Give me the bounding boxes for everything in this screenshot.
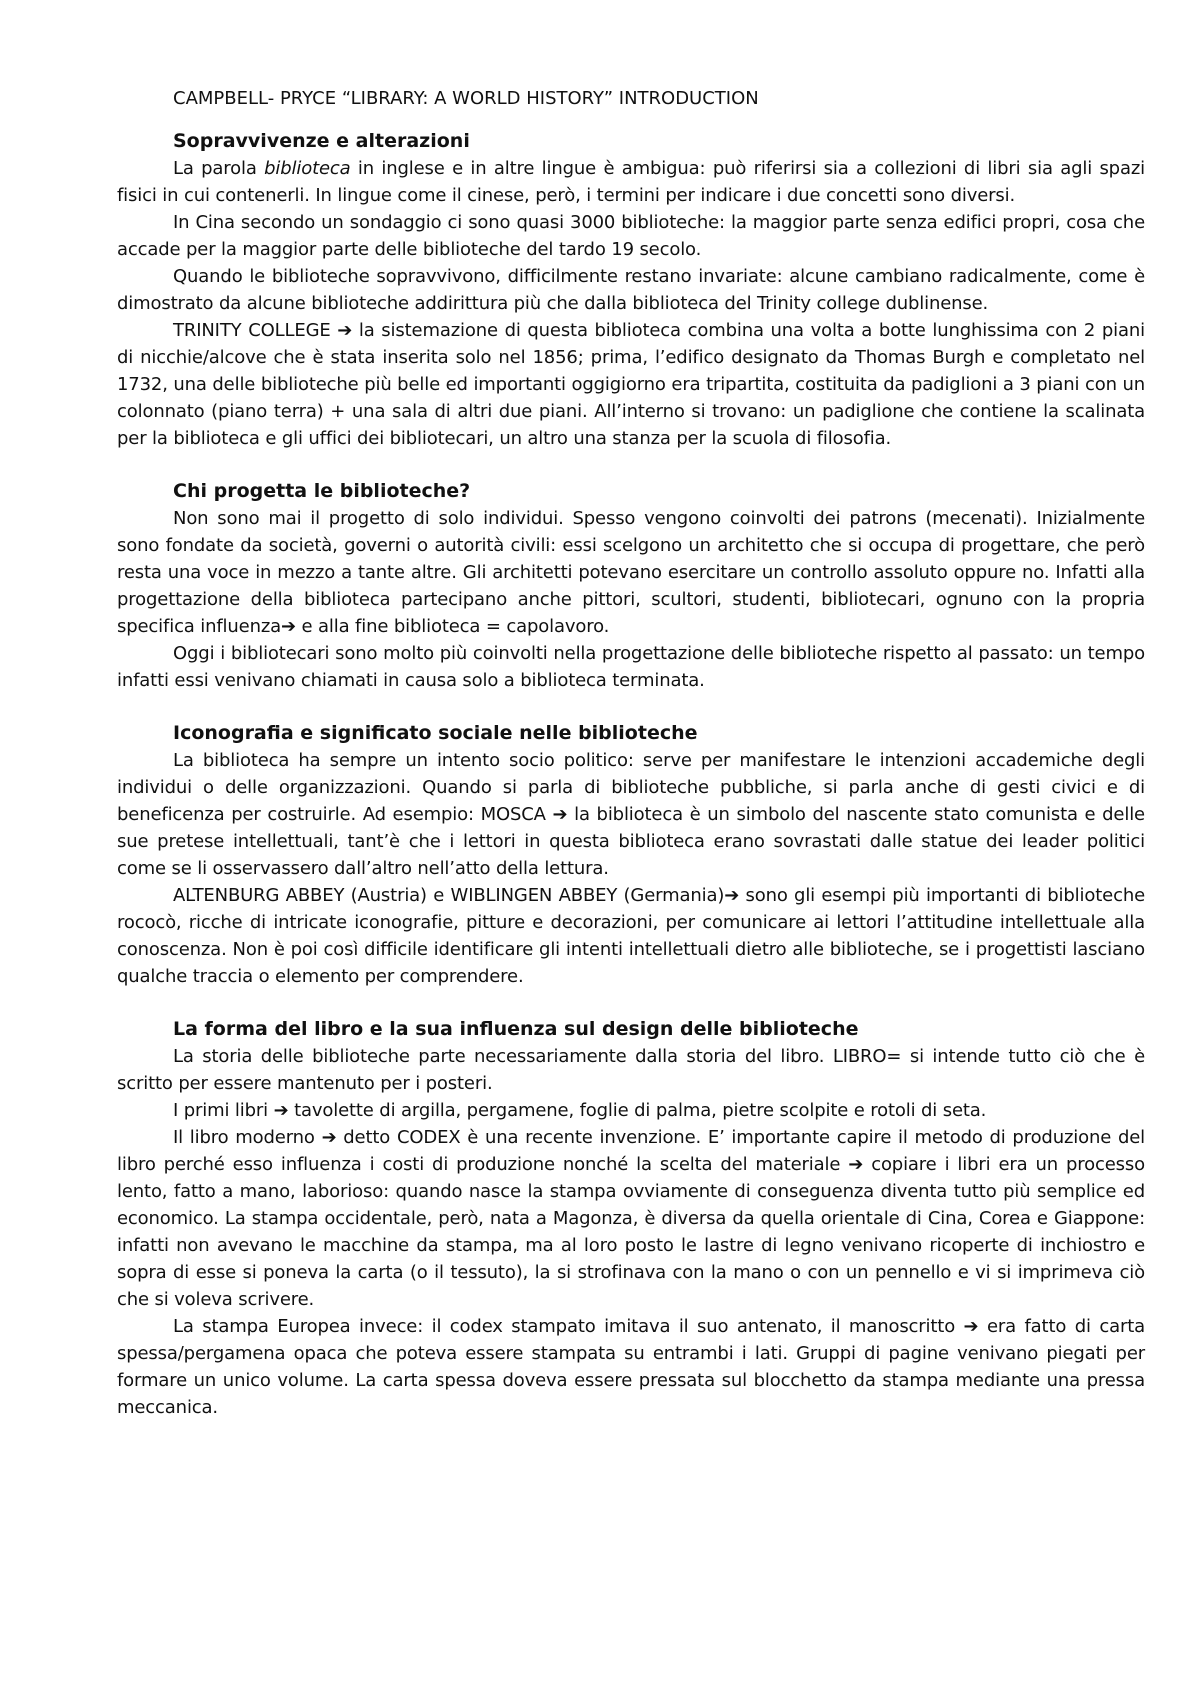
italic-term: biblioteca <box>264 158 351 179</box>
paragraph: Non sono mai il progetto di solo individui. Spesso vengono coinvolti dei patrons (mecenati). Inizialmente sono fondate da società, governi o autorità civili: essi scelgono un architetto che si occupa di progettare, che però resta una voce in mezzo a tante altre. Gli architetti potevano esercitare un controllo assoluto oppure no. Infatti alla progettazione della biblioteca partecipano anche pittori, scultori, studenti, bibliotecari, ognuno con la propria specifica influenza➔ e alla fine biblioteca = capolavoro. <box>117 508 1145 637</box>
section-heading: Sopravvivenze e alterazioni <box>173 130 470 152</box>
paragraph: La biblioteca ha sempre un intento socio politico: serve per manifestare le intenzioni accademiche degli individui o delle organizzazioni. Quando si parla di biblioteche pubbliche, si parla anche di gesti civici e di beneficenza per costruirle. Ad esempio: MOSCA ➔ la biblioteca è un simbolo del nascente stato comunista e delle sue pretese intellettuali, tant’è che i lettori in questa biblioteca erano sovrastati dalle statue dei leader politici come se li osservassero dall’altro nell’atto della lettura. <box>117 750 1145 879</box>
section-iconografia <box>117 720 1145 990</box>
paragraph: Il libro moderno ➔ detto CODEX è una recente invenzione. E’ importante capire il metodo di produzione del libro perché esso influenza i costi di produzione nonché la scelta del materiale ➔ copiare i libri era un processo lento, fatto a mano, laborioso: quando nasce la stampa ovviamente di conseguenza diventa tutto più semplice ed economico. La stampa occidentale, però, nata a Magonza, è diversa da quella orientale di Cina, Corea e Giappone: infatti non avevano le macchine da stampa, ma al loro posto le lastre di legno venivano ricoperte di inchiostro e sopra di esse si poneva la carta (o il tessuto), la si strofinava con la mano o con un pennello e vi si imprimeva ciò che si voleva scrivere. <box>117 1127 1145 1310</box>
paragraph: La stampa Europea invece: il codex stampato imitava il suo antenato, il manoscritto ➔ era fatto di carta spessa/pergamena opaca che poteva essere stampata su entrambi i lati. Gruppi di pagine venivano piegati per formare un unico volume. La carta spessa doveva essere pressata sul blocchetto da stampa mediante una pressa meccanica. <box>117 1316 1145 1418</box>
paragraph: TRINITY COLLEGE ➔ la sistemazione di questa biblioteca combina una volta a botte lunghissima con 2 piani di nicchie/alcove che è stata inserita solo nel 1856; prima, l’edifico designato da Thomas Burgh e completato nel 1732, una delle biblioteche più belle ed importanti oggigiorno era tripartita, costituita da padiglioni a 3 piani con un colonnato (piano terra) + una sala di altri due piani. All’interno si trovano: un padiglione che contiene la scalinata per la biblioteca e gli uffici dei bibliotecari, un altro una stanza per la scuola di filosofia. <box>117 320 1145 449</box>
section-heading: La forma del libro e la sua influenza sul design delle biblioteche <box>173 1018 859 1040</box>
paragraph: La storia delle biblioteche parte necessariamente dalla storia del libro. LIBRO= si intende tutto ciò che è scritto per essere mantenuto per i posteri. <box>117 1046 1145 1094</box>
section-forma-libro <box>117 1016 1145 1421</box>
paragraph: ALTENBURG ABBEY (Austria) e WIBLINGEN ABBEY (Germania)➔ sono gli esempi più importanti di biblioteche rococò, ricche di intricate iconografie, pitture e decorazioni, per comunicare ai lettori l’attitudine intellettuale alla conoscenza. Non è poi così difficile identificare gli intenti intellettuali dietro alle biblioteche, se i progettisti lasciano qualche traccia o elemento per comprendere. <box>117 885 1145 987</box>
paragraph: Oggi i bibliotecari sono molto più coinvolti nella progettazione delle biblioteche rispetto al passato: un tempo infatti essi venivano chiamati in causa solo a biblioteca terminata. <box>117 643 1145 691</box>
document-title: CAMPBELL- PRYCE “LIBRARY: A WORLD HISTORY” INTRODUCTION <box>173 88 759 109</box>
paragraph: La parola biblioteca in inglese e in altre lingue è ambigua: può riferirsi sia a collezioni di libri sia agli spazi fisici in cui contenerli. In lingue come il cinese, però, i termini per indicare i due concetti sono diversi. <box>117 158 1145 206</box>
section-heading: Iconografia e significato sociale nelle biblioteche <box>173 722 698 744</box>
section-sopravvivenze <box>117 128 1145 452</box>
paragraph: Quando le biblioteche sopravvivono, difficilmente restano invariate: alcune cambiano radicalmente, come è dimostrato da alcune biblioteche addirittura più che dalla biblioteca del Trinity college dublinense. <box>117 266 1145 314</box>
section-chi-progetta <box>117 478 1145 694</box>
paragraph: I primi libri ➔ tavolette di argilla, pergamene, foglie di palma, pietre scolpite e rotoli di seta. <box>173 1100 987 1121</box>
section-heading: Chi progetta le biblioteche? <box>173 480 471 502</box>
paragraph: In Cina secondo un sondaggio ci sono quasi 3000 biblioteche: la maggior parte senza edifici propri, cosa che accade per la maggior parte delle biblioteche del tardo 19 secolo. <box>117 212 1145 260</box>
